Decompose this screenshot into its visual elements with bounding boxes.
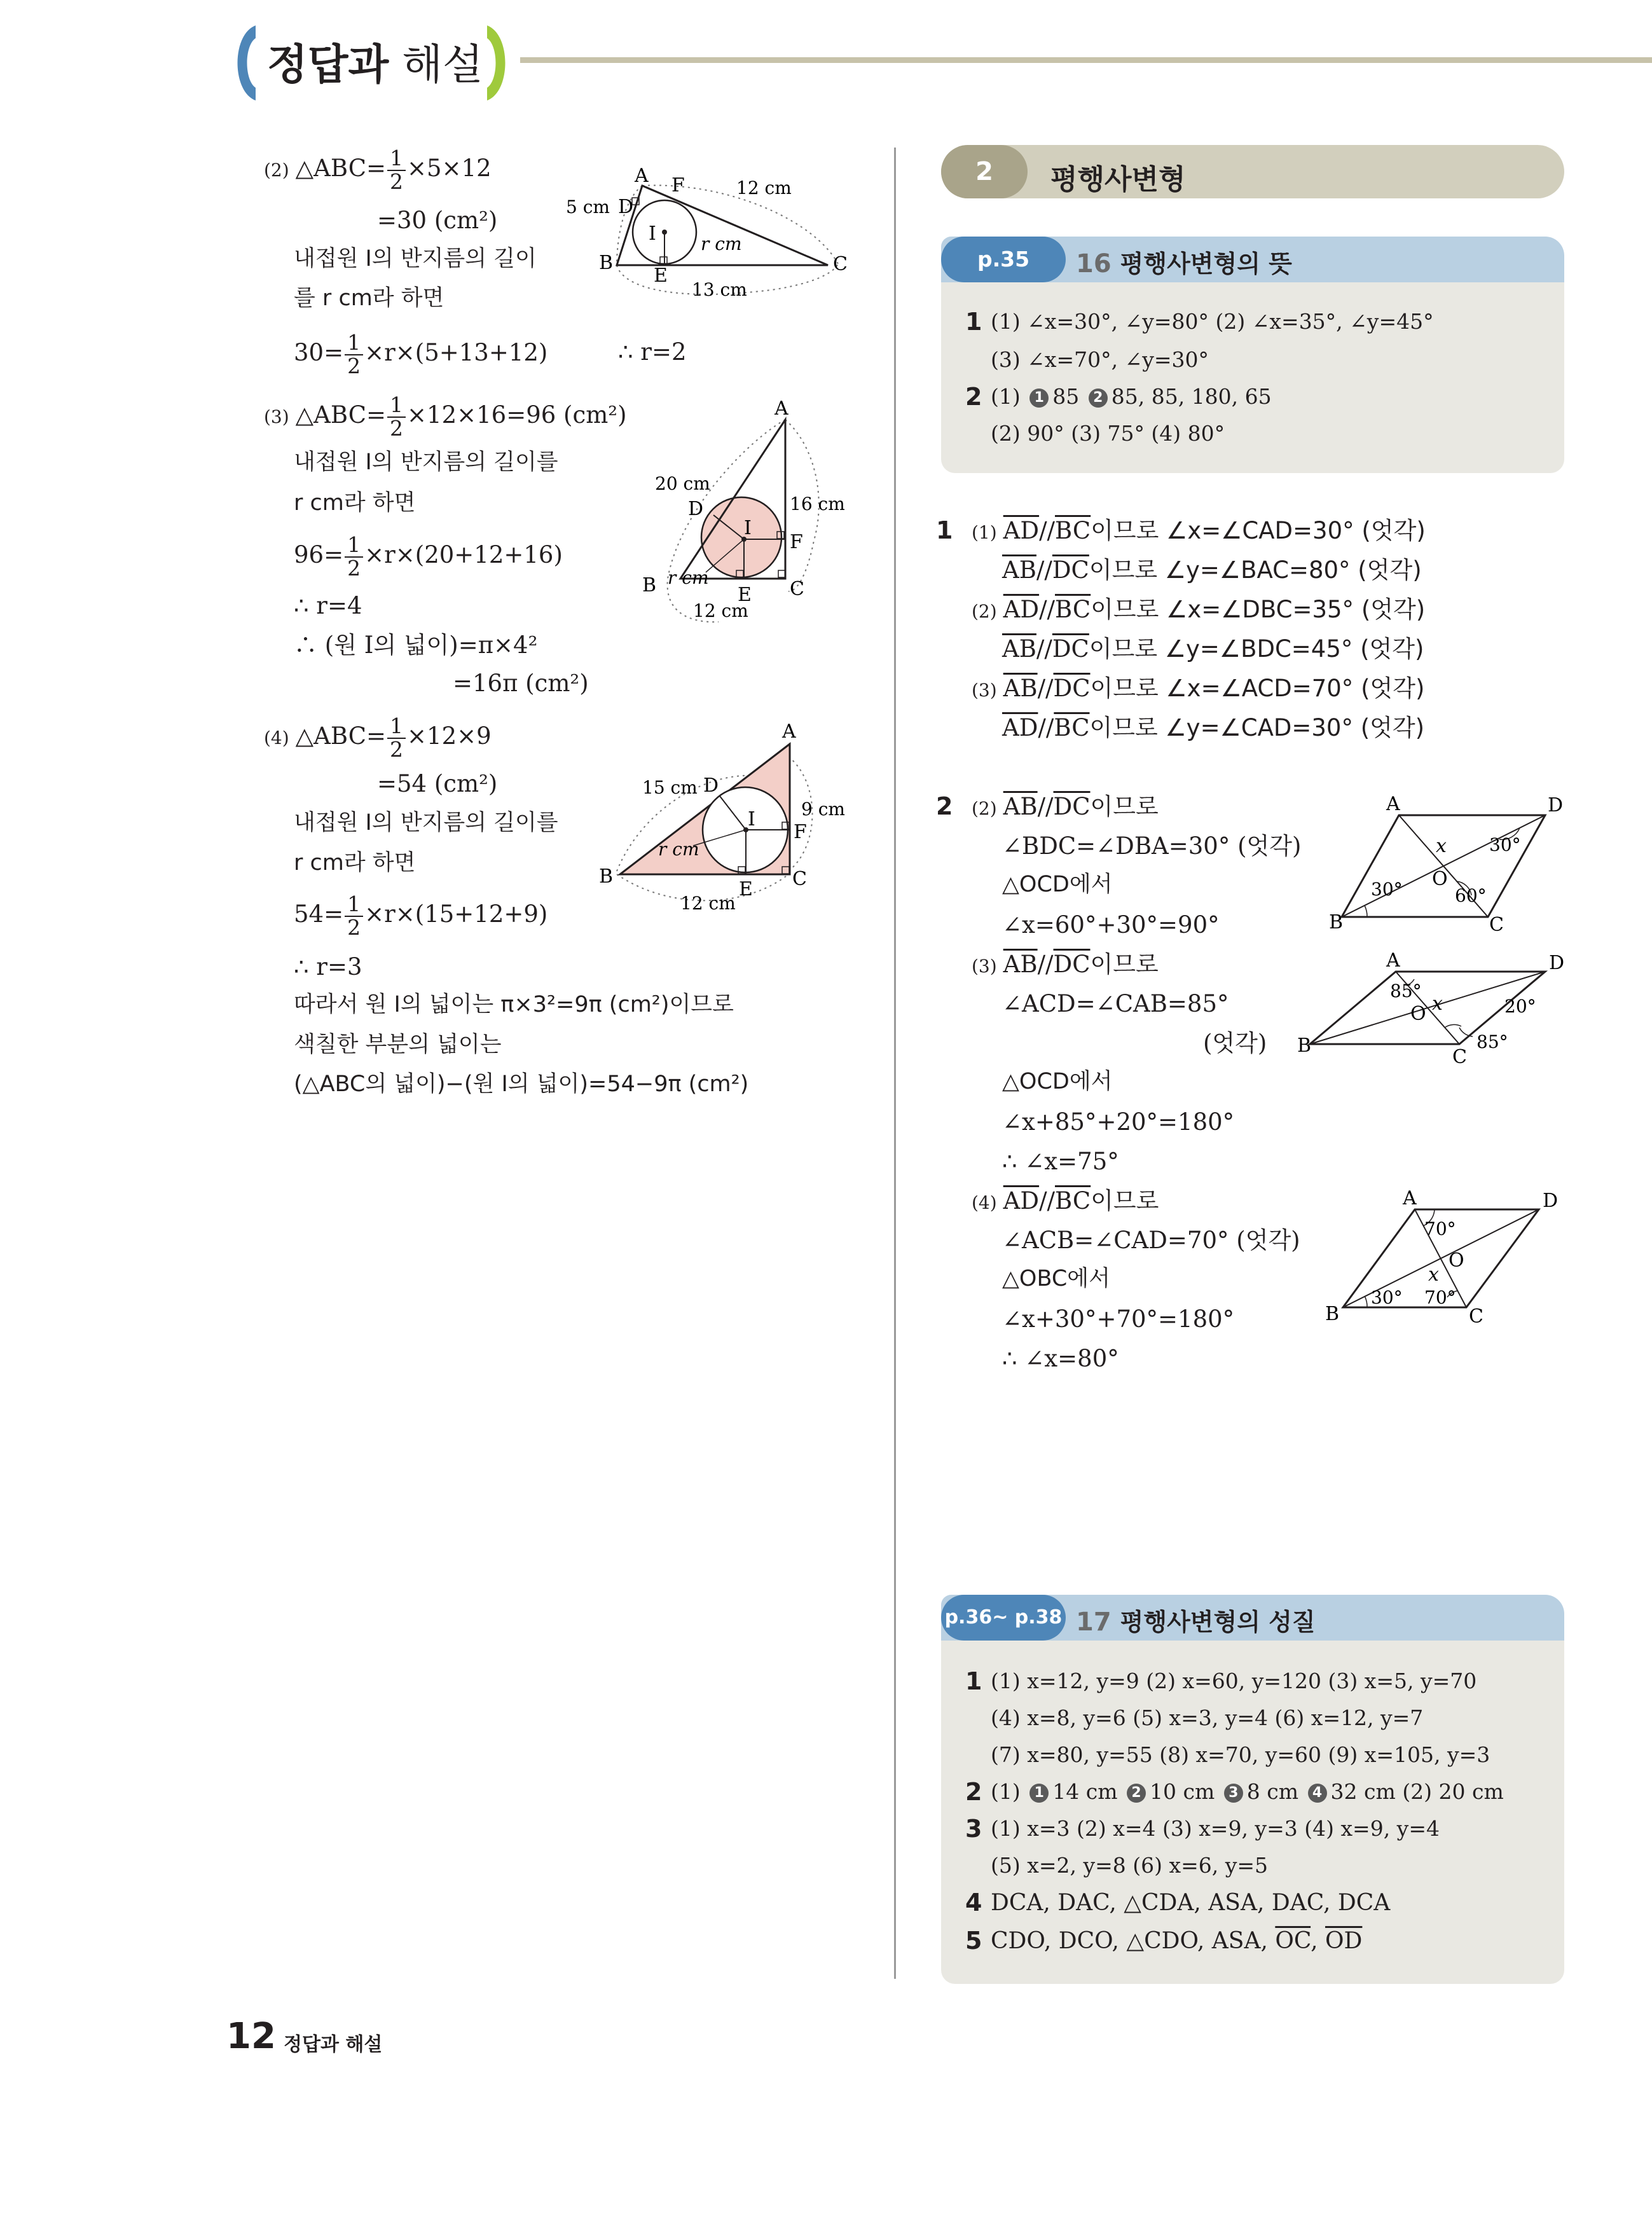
vertex-label: C <box>1489 914 1504 936</box>
vertex-label: D <box>618 196 634 218</box>
vertex-label: A <box>635 165 649 187</box>
vertex-label: I <box>748 808 755 830</box>
side-label: 12 cm <box>736 177 792 198</box>
sol1-row4: $\overline{AB}//\overline{DC}$이므로 ∠y=∠BDC=45° (엇각) <box>1002 635 1424 663</box>
angle-label: 30° <box>1489 834 1521 855</box>
angle-label: x <box>1436 835 1447 857</box>
figure-parallelogram-c <box>1316 1185 1571 1332</box>
left-p4-line5: 54= $\frac{1}{2}$ ×r×(15+12+9) <box>294 891 548 940</box>
figure-triangle-p4 <box>591 719 865 916</box>
box17-q4-num: 4 <box>965 1889 982 1917</box>
column-divider <box>894 148 896 1979</box>
vertex-label: D <box>703 774 719 797</box>
left-p2-line5: 30= $\frac{1}{2}$ ×r×(5+13+12) <box>294 330 548 378</box>
vertex-label: F <box>790 531 803 553</box>
sol2-p4-line2: ∠ACB=∠CAD=70° (엇각) <box>1002 1227 1300 1254</box>
vertex-label: B <box>642 574 657 596</box>
circled-number: 1 <box>1029 1784 1049 1803</box>
header-rule <box>520 57 1652 63</box>
left-p3-line1: (3) △ABC= $\frac{1}{2}$ ×12×16=96 (cm²) <box>264 392 627 441</box>
fraction: $\frac{1}{2}$ <box>387 394 406 439</box>
header-title-light: 해설 <box>402 40 483 89</box>
fraction: $\frac{1}{2}$ <box>345 332 363 377</box>
box16-q1-num: 1 <box>965 308 982 336</box>
angle-label: x <box>1432 993 1443 1015</box>
box17-q3-num: 3 <box>965 1815 982 1843</box>
header-right-bracket <box>482 22 520 104</box>
angle-label: 30° <box>1371 879 1403 900</box>
vertex-label: D <box>1548 795 1564 816</box>
sol2-p3-line6: ∴ ∠x=75° <box>1002 1148 1119 1175</box>
sol1-row6: $\overline{AD}//\overline{BC}$이므로 ∠y=∠CAD=30° (엇각) <box>1002 714 1425 741</box>
fraction: $\frac{1}{2}$ <box>345 534 363 579</box>
box16-q1-line2: (3) ∠x=70°, ∠y=30° <box>991 347 1209 372</box>
vertex-label: A <box>774 401 788 420</box>
vertex-label: B <box>599 252 614 274</box>
side-label: 5 cm <box>566 196 610 217</box>
side-label: 20 cm <box>655 473 710 494</box>
section-header <box>941 145 1564 198</box>
box17-q2-num: 2 <box>965 1778 982 1806</box>
angle-label: 30° <box>1371 1287 1403 1308</box>
page-number: 12 <box>226 2016 276 2057</box>
box17-q1-line3: (7) x=80, y=55 (8) x=70, y=60 (9) x=105, y=3 <box>991 1742 1490 1767</box>
box17-q5-line: CDO, DCO, △CDO, ASA, $\overline{OC}$, $\overline{OD}$ <box>991 1928 1363 1954</box>
vertex-label: O <box>1432 868 1448 890</box>
sol1-num: 1 <box>936 516 953 544</box>
sol2-num: 2 <box>936 792 953 820</box>
sol2-p4-line5: ∴ ∠x=80° <box>1002 1345 1119 1372</box>
sol2-p4-line1: (4) $\overline{AD}//\overline{BC}$이므로 <box>972 1187 1159 1215</box>
figure-parallelogram-b <box>1297 950 1571 1077</box>
footer-label: 정답과 해설 <box>284 2034 383 2056</box>
sol2-p3-line4: △OCD에서 <box>1002 1069 1113 1094</box>
left-p4-line1: (4) △ABC= $\frac{1}{2}$ ×12×9 <box>264 713 492 762</box>
left-p3-line3: r cm라 하면 <box>294 490 416 516</box>
box17-title: 17 평행사변형의 성질 <box>1076 1607 1316 1637</box>
box17-q1-num: 1 <box>965 1667 982 1695</box>
angle-label: 85° <box>1390 981 1422 1001</box>
header-title <box>267 31 483 91</box>
box17-q1-line2: (4) x=8, y=6 (5) x=3, y=4 (6) x=12, y=7 <box>991 1705 1424 1730</box>
header-left-bracket <box>223 22 261 104</box>
box16-q1-line1: (1) ∠x=30°, ∠y=80° (2) ∠x=35°, ∠y=45° <box>991 309 1434 334</box>
box17-page-pill: p.36~ p.38 <box>941 1595 1066 1641</box>
box17-q1-line1: (1) x=12, y=9 (2) x=60, y=120 (3) x=5, y=70 <box>991 1669 1477 1693</box>
left-p2-line2: =30 (cm²) <box>377 207 498 234</box>
side-label: 12 cm <box>693 600 748 621</box>
sol2-p2-line3: △OCD에서 <box>1002 872 1113 897</box>
left-p3-line5: ∴ r=4 <box>294 592 362 619</box>
vertex-label: O <box>1449 1249 1464 1272</box>
left-p3-line2: 내접원 I의 반지름의 길이를 <box>294 450 558 475</box>
side-label: 15 cm <box>642 777 698 798</box>
left-p2-line3: 내접원 I의 반지름의 길이 <box>294 246 537 272</box>
vertex-label: B <box>1329 911 1344 933</box>
side-label: 13 cm <box>692 279 747 300</box>
vertex-label: I <box>744 517 752 539</box>
left-p4-line4: r cm라 하면 <box>294 850 416 876</box>
header-title-bold: 정답과 <box>267 40 389 89</box>
vertex-label: A <box>782 720 796 743</box>
section-title: 평행사변형 <box>1050 163 1186 196</box>
vertex-label: F <box>671 174 685 196</box>
vertex-label: E <box>738 584 752 606</box>
left-p3-line6: ∴ (원 I의 넓이)=π×4² <box>294 631 538 659</box>
angle-label: x <box>1428 1263 1439 1286</box>
sol2-p3-line3: (엇각) <box>1203 1029 1267 1057</box>
box17-q5-num: 5 <box>965 1927 982 1955</box>
sol1-row1: (1) $\overline{AD}//\overline{BC}$이므로 ∠x=∠CAD=30° (엇각) <box>972 517 1426 544</box>
box16-page-pill: p.35 <box>941 237 1066 282</box>
sol2-p4-line3: △OBC에서 <box>1002 1266 1110 1291</box>
circled-number: 4 <box>1308 1784 1327 1803</box>
radius-label: r cm <box>658 839 699 860</box>
left-p4-line7: 따라서 원 I의 넓이는 π×3²=9π (cm²)이므로 <box>294 992 734 1017</box>
vertex-label: B <box>1297 1035 1312 1057</box>
angle-label: 70° <box>1424 1218 1456 1239</box>
side-label: 9 cm <box>801 799 845 820</box>
left-p2-line4: 를 r cm라 하면 <box>294 286 444 311</box>
vertex-label: O <box>1410 1003 1426 1025</box>
sol2-p3-line2: ∠ACD=∠CAB=85° <box>1002 990 1229 1017</box>
fraction: $\frac{1}{2}$ <box>387 148 406 193</box>
left-p4-line9: (△ABC의 넓이)−(원 I의 넓이)=54−9π (cm²) <box>294 1071 749 1097</box>
side-label: 12 cm <box>680 893 736 914</box>
vertex-label: B <box>599 865 614 888</box>
vertex-label: C <box>790 578 804 600</box>
sol2-p2-line2: ∠BDC=∠DBA=30° (엇각) <box>1002 832 1302 860</box>
box17-q3-line2: (5) x=2, y=8 (6) x=6, y=5 <box>991 1853 1269 1878</box>
angle-label: 60° <box>1455 885 1487 906</box>
left-p2-line1: (2) △ABC= $\frac{1}{2}$ ×5×12 <box>264 146 492 194</box>
section-number-pill: 2 <box>941 145 1028 198</box>
sol1-row2: $\overline{AB}//\overline{DC}$이므로 ∠y=∠BAC=80° (엇각) <box>1002 556 1422 584</box>
angle-label: 20° <box>1504 996 1536 1017</box>
box16-q2-line2: (2) 90° (3) 75° (4) 80° <box>991 421 1225 446</box>
vertex-label: C <box>792 868 807 890</box>
vertex-label: D <box>688 498 704 520</box>
angle-label: 70° <box>1424 1287 1456 1308</box>
vertex-label: C <box>833 253 848 275</box>
vertex-label: E <box>654 265 668 287</box>
sol2-p3-line5: ∠x+85°+20°=180° <box>1002 1108 1235 1136</box>
left-p3-line7: =16π (cm²) <box>453 670 589 697</box>
left-p4-line8: 색칠한 부분의 넓이는 <box>294 1032 502 1057</box>
sol1-row5: (3) $\overline{AB}//\overline{DC}$이므로 ∠x=∠ACD=70° (엇각) <box>972 675 1425 702</box>
vertex-label: I <box>649 223 656 245</box>
vertex-label: E <box>739 878 753 900</box>
box17-q4-line: DCA, DAC, △CDA, ASA, DAC, DCA <box>991 1890 1391 1916</box>
left-p3-line4: 96= $\frac{1}{2}$ ×r×(20+12+16) <box>294 532 563 581</box>
vertex-label: D <box>1543 1190 1559 1212</box>
vertex-label: C <box>1469 1305 1483 1328</box>
figure-triangle-p3 <box>642 401 865 630</box>
vertex-label: A <box>1403 1187 1417 1209</box>
circled-number: 2 <box>1127 1784 1146 1803</box>
box16-q2-line1: (1) 1 85 2 85, 85, 180, 65 <box>991 384 1272 409</box>
side-label: 16 cm <box>790 493 845 514</box>
sol2-p4-line4: ∠x+30°+70°=180° <box>1002 1305 1235 1333</box>
sol2-p3-line1: (3) $\overline{AB}//\overline{DC}$이므로 <box>972 951 1159 978</box>
sol1-row3: (2) $\overline{AD}//\overline{BC}$이므로 ∠x=∠DBC=35° (엇각) <box>972 596 1426 623</box>
radius-label: r cm <box>668 567 709 588</box>
box16-title: 16 평행사변형의 뜻 <box>1076 249 1292 279</box>
figure-triangle-p2 <box>566 162 858 308</box>
fraction: $\frac{1}{2}$ <box>387 715 406 761</box>
box17-q3-line1: (1) x=3 (2) x=4 (3) x=9, y=3 (4) x=9, y=4 <box>991 1816 1440 1841</box>
box17-q2-line1: (1) 1 14 cm 2 10 cm 3 8 cm 4 32 cm (2) 20 cm <box>991 1779 1504 1804</box>
vertex-label: B <box>1325 1303 1340 1325</box>
vertex-label: A <box>1386 795 1400 815</box>
left-p4-line2: =54 (cm²) <box>377 770 498 797</box>
box16-q2-num: 2 <box>965 383 982 411</box>
circled-number: 3 <box>1224 1784 1243 1803</box>
left-p2-result: ∴ r=2 <box>618 338 687 366</box>
left-p4-line6: ∴ r=3 <box>294 953 362 981</box>
radius-label: r cm <box>701 233 742 254</box>
figure-parallelogram-a <box>1329 795 1571 941</box>
angle-label: 85° <box>1476 1031 1508 1052</box>
circled-number: 2 <box>1089 389 1108 408</box>
vertex-label: A <box>1386 950 1400 972</box>
vertex-label: C <box>1452 1046 1467 1068</box>
vertex-label: D <box>1549 952 1565 974</box>
circled-number: 1 <box>1029 389 1049 408</box>
left-p4-line3: 내접원 I의 반지름의 길이를 <box>294 810 558 836</box>
sol2-p2-line4: ∠x=60°+30°=90° <box>1002 911 1220 939</box>
fraction: $\frac{1}{2}$ <box>345 893 363 939</box>
vertex-label: F <box>794 821 807 843</box>
sol2-p2-line1: (2) $\overline{AB}//\overline{DC}$이므로 <box>972 793 1159 820</box>
